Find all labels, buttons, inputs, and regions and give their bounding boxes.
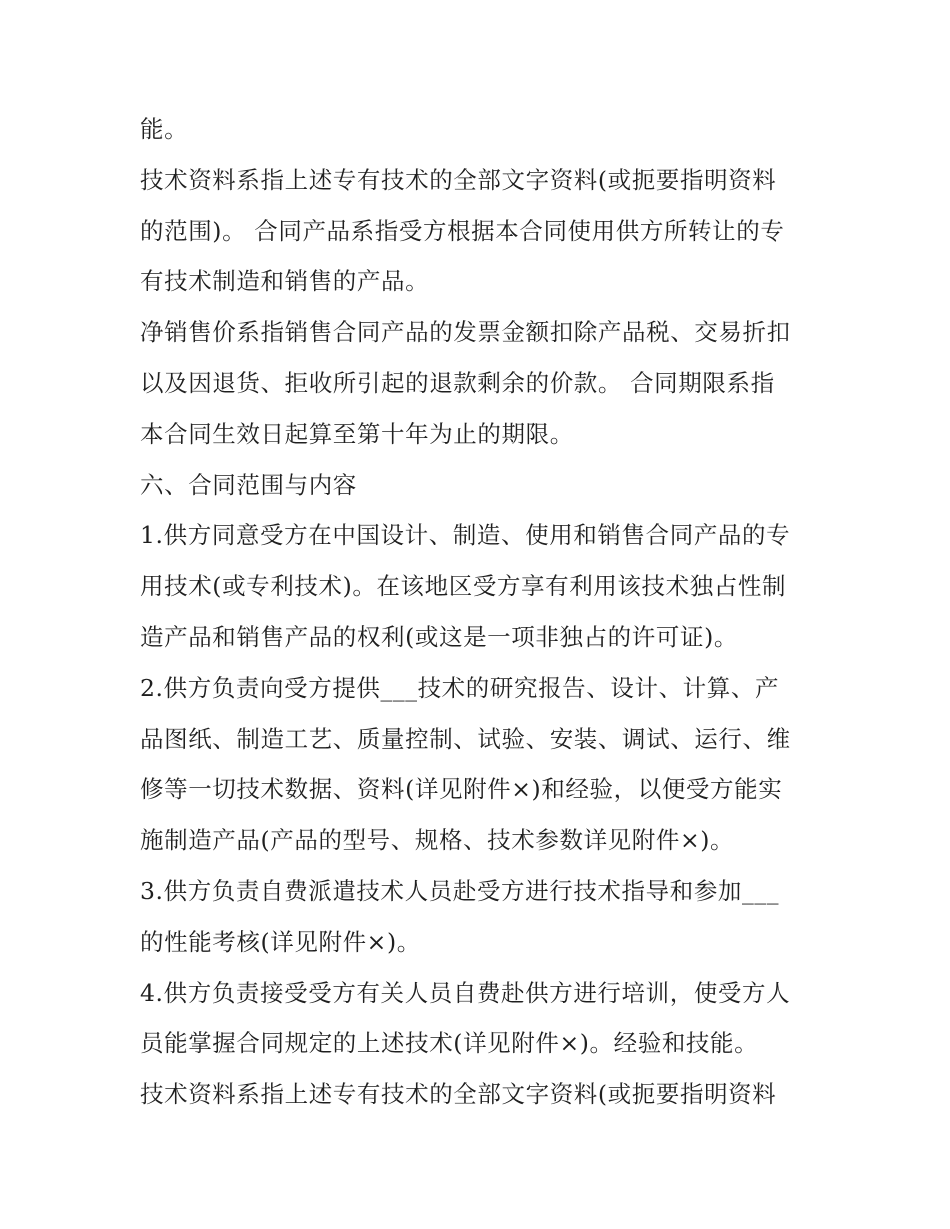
text-line: 修等一切技术数据、资料(详见附件×)和经验，以便受方能实: [140, 775, 783, 804]
text-line: 3.供方负责自费派遣技术人员赴受方进行技术指导和参加___: [140, 876, 780, 905]
text-line: 有技术制造和销售的产品。: [140, 267, 430, 296]
text-line: 员能掌握合同规定的上述技术(详见附件×)。经验和技能。: [140, 1029, 759, 1058]
text-line: 施制造产品(产品的型号、规格、技术参数详见附件×)。: [140, 826, 735, 855]
section-heading: 六、合同范围与内容: [140, 470, 357, 499]
text-line: 2.供方负责向受方提供___技术的研究报告、设计、计算、产: [140, 673, 780, 702]
text-line: 造产品和销售产品的权利(或这是一项非独占的许可证)。: [140, 622, 738, 651]
text-line: 技术资料系指上述专有技术的全部文字资料(或扼要指明资料: [140, 165, 777, 194]
text-line: 净销售价系指销售合同产品的发票金额扣除产品税、交易折扣: [140, 318, 791, 347]
text-line: 能。: [140, 115, 189, 143]
text-line: 以及因退货、拒收所引起的退款剩余的价款。 合同期限系指: [140, 368, 775, 397]
text-line: 品图纸、制造工艺、质量控制、试验、安装、调试、运行、维: [140, 724, 791, 753]
text-line: 的范围)。 合同产品系指受方根据本合同使用供方所转让的专: [140, 216, 785, 245]
text-line: 技术资料系指上述专有技术的全部文字资料(或扼要指明资料: [140, 1080, 777, 1109]
document-body: [140, 104, 830, 1120]
text-line: 用技术(或专利技术)。在该地区受方享有利用该技术独占性制: [140, 572, 787, 601]
text-line: 4.供方负责接受受方有关人员自费赴供方进行培训，使受方人: [140, 978, 791, 1007]
text-line: 的性能考核(详见附件×)。: [140, 927, 421, 956]
text-line: 本合同生效日起算至第十年为止的期限。: [140, 419, 574, 448]
text-line: 1.供方同意受方在中国设计、制造、使用和销售合同产品的专: [140, 521, 791, 550]
